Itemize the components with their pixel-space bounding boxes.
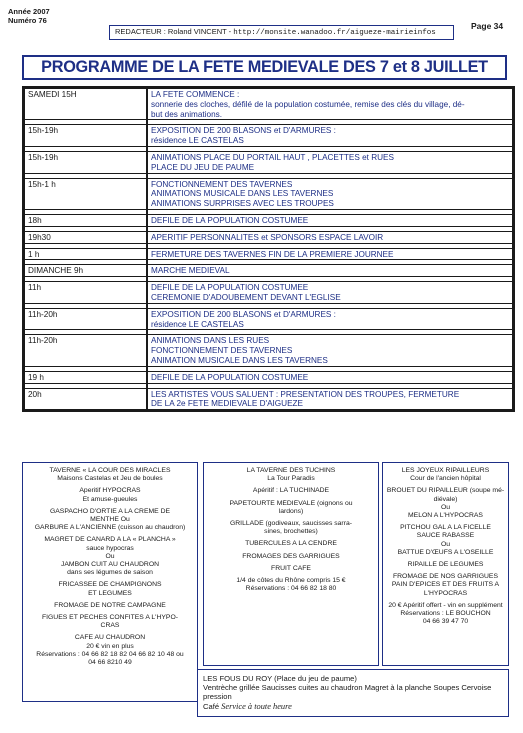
schedule-line: ANIMATION MUSICALE DANS LES TAVERNES xyxy=(151,355,328,365)
menu-line: La Tour Paradis xyxy=(267,475,315,483)
schedule-description xyxy=(147,124,513,147)
schedule-line: FONCTIONNEMENT DES TAVERNES xyxy=(151,179,293,189)
schedule-row xyxy=(24,371,513,384)
schedule-description xyxy=(147,371,513,384)
menu-line: sauce hypocras xyxy=(86,544,134,552)
schedule-line: ANIMATIONS SURPRISES AVEC LES TROUPES xyxy=(151,199,334,209)
schedule-time: DIMANCHE 9h xyxy=(24,264,147,277)
menu-line: SAUCE RABASSE xyxy=(416,532,475,540)
menu-line: GARBURE A L'ANCIENNE (cuisson au chaudron) xyxy=(34,524,186,532)
menu-line: 1/4 de côtes du Rhône compris 15 € xyxy=(236,577,346,585)
editor-credit xyxy=(109,25,454,40)
schedule-line: APERITIF PERSONNALITES et SPONSORS ESPACE LAVOIR xyxy=(151,232,384,242)
menu-line: Ou xyxy=(440,540,451,548)
tavern-title: TAVERNE « LA COUR DES MIRACLES xyxy=(49,467,171,474)
schedule-line: sonnerie des cloches, défilé de la population costumée, remise des clés du village, dé- xyxy=(151,99,465,109)
issue-number: Numéro 76 xyxy=(8,16,47,25)
schedule-time: 11h-20h xyxy=(24,308,147,331)
schedule-line: DEFILE DE LA POPULATION COSTUMEE xyxy=(151,372,309,382)
menu-line: dans ses légumes de saison xyxy=(67,569,153,577)
schedule-line: but des animations. xyxy=(151,109,223,119)
schedule-description xyxy=(147,281,513,304)
schedule-line: résidence LE CASTELAS xyxy=(151,136,244,146)
schedule-line: FERMETURE DES TAVERNES FIN DE LA PREMIERE JOURNEE xyxy=(151,249,394,259)
menu-line: Et amuse-gueules xyxy=(82,495,138,503)
schedule-line: résidence LE CASTELAS xyxy=(151,319,244,329)
menu-line: RIPAILLE DE LEGUMES xyxy=(407,561,484,569)
schedule-line: ANIMATIONS DANS LES RUES xyxy=(151,336,270,346)
schedule-description xyxy=(147,151,513,174)
website-link[interactable]: http://monsite.wanadoo.fr/aigueze-mairieinfos xyxy=(233,29,436,37)
page-title: PROGRAMME DE LA FETE MEDIEVALE DES 7 et 8 JUILLET xyxy=(22,55,507,80)
fous-menu: Ventrèche grillée Saucisses cuites au chaudron Magret à la planche Soupes Cervoise xyxy=(203,683,492,693)
schedule-description xyxy=(147,334,513,366)
tavern-title: LA TAVERNE DES TUCHINS xyxy=(246,467,336,474)
schedule-description xyxy=(147,231,513,244)
schedule-time: 19 h xyxy=(24,371,147,384)
page-number: Page 34 xyxy=(471,21,504,31)
schedule-description xyxy=(147,178,513,210)
schedule-description xyxy=(147,88,513,120)
menu-line: Ou xyxy=(105,552,115,560)
menu-line: JAMBON CUIT AU CHAUDRON xyxy=(60,561,160,569)
menu-line: BROUET DU RIPAILLEUR (soupe mé- xyxy=(386,487,505,495)
tavern-tuchins xyxy=(203,462,379,666)
schedule-time: 11h-20h xyxy=(24,334,147,366)
schedule-row xyxy=(24,178,513,210)
schedule-row xyxy=(24,308,513,331)
menu-line: FROMAGE DE NOS GARRIGUES xyxy=(393,573,498,581)
schedule-line: EXPOSITION DE 200 BLASONS et D'ARMURES : xyxy=(151,309,336,319)
menu-line: MAGRET DE CANARD A LA « PLANCHA » xyxy=(44,536,176,544)
menu-line: 20 € Apéritif offert - vin en supplément xyxy=(388,601,503,609)
fous-service: Service à toute heure xyxy=(221,701,292,711)
schedule-row xyxy=(24,124,513,147)
menu-line: Maisons Castelas et Jeu de boules xyxy=(57,475,163,483)
fous-service-line xyxy=(203,702,503,711)
menu-line: Réservations : 04 66 82 18 82 04 66 82 10 48 ou xyxy=(36,650,184,658)
schedule-line: LA FETE COMMENCE : xyxy=(151,90,240,99)
tavern-cour-des-miracles xyxy=(22,462,198,702)
menu-line: MENTHE Ou xyxy=(90,516,130,524)
menu-line: GASPACHO D'ORTIE A LA CREME DE xyxy=(49,507,171,515)
schedule-time: 19h30 xyxy=(24,231,147,244)
schedule-line: CEREMONIE D'ADOUBEMENT DEVANT L'EGLISE xyxy=(151,292,341,302)
menu-line: Cour de l'ancien hôpital xyxy=(410,475,481,483)
schedule-line: DEFILE DE LA POPULATION COSTUMEE xyxy=(151,283,309,293)
schedule-line: EXPOSITION DE 200 BLASONS et D'ARMURES : xyxy=(151,126,336,136)
menu-line: TUBERCULES A LA CENDRE xyxy=(245,540,337,548)
schedule-row xyxy=(24,248,513,261)
schedule-time: 15h-19h xyxy=(24,124,147,147)
schedule-time: 20h xyxy=(24,388,147,411)
menu-line: Aperitif HYPOCRAS xyxy=(79,487,141,495)
schedule-description xyxy=(147,264,513,277)
schedule-time: 1 h xyxy=(24,248,147,261)
fous-cafe: Café xyxy=(203,701,220,711)
schedule-line: ANIMATIONS PLACE DU PORTAIL HAUT , PLACETTES et RUES xyxy=(151,152,394,162)
menu-line: PITCHOU GAL A LA FICELLE xyxy=(400,524,491,532)
menu-line: 04 66 39 47 70 xyxy=(422,618,469,626)
tavern-joyeux-ripailleurs xyxy=(382,462,509,666)
menu-line: GRILLADE (godiveaux, saucisses sarra- xyxy=(229,520,352,528)
menu-line: lardons) xyxy=(278,507,304,515)
schedule-line: ANIMATIONS MUSICALE DANS LES TAVERNES xyxy=(151,189,334,199)
schedule-description xyxy=(147,308,513,331)
issue-info xyxy=(8,7,50,25)
fous-menu-2: pression xyxy=(203,692,232,702)
schedule-description xyxy=(147,388,513,411)
schedule-time: 11h xyxy=(24,281,147,304)
menu-line: 20 € vin en plus xyxy=(86,642,134,650)
schedule-line: FONCTIONNEMENT DES TAVERNES xyxy=(151,346,293,356)
schedule-row xyxy=(24,334,513,366)
schedule-row xyxy=(24,151,513,174)
menu-line: PAIN D'EPICES ET DES FRUITS A xyxy=(391,581,500,589)
menu-line: 04 66 8210 49 xyxy=(88,659,132,667)
schedule-row xyxy=(24,388,513,411)
menu-line: Réservations : 04 66 82 18 80 xyxy=(245,585,337,593)
schedule-row xyxy=(24,231,513,244)
schedule-line: PLACE DU JEU DE PAUME xyxy=(151,162,255,172)
menu-line: sines, brochettes) xyxy=(264,528,318,536)
schedule-row xyxy=(24,281,513,304)
schedule-time: 15h-19h xyxy=(24,151,147,174)
menu-line: L'HYPOCRAS xyxy=(423,589,468,597)
menu-line: PAPETOURTE MÉDIÉVALE (oignons ou xyxy=(229,499,353,507)
schedule-row xyxy=(24,214,513,227)
credit-separator: - xyxy=(228,27,232,36)
schedule-description xyxy=(147,214,513,227)
schedule-line: DEFILE DE LA POPULATION COSTUMEE xyxy=(151,215,309,225)
menu-line: diévale) xyxy=(433,495,458,503)
schedule-description xyxy=(147,248,513,261)
menu-line: FRICASSEE DE CHAMPIGNONS xyxy=(58,581,162,589)
schedule-row xyxy=(24,264,513,277)
schedule-line: MARCHE MEDIEVAL xyxy=(151,266,230,276)
schedule-line: LES ARTISTES VOUS SALUENT : PRESENTATION DES TROUPES, FERMETURE xyxy=(151,389,460,399)
editor-name: REDACTEUR : Roland VINCENT xyxy=(115,27,227,36)
tavern-title: LES JOYEUX RIPAILLEURS xyxy=(401,467,490,474)
fous-title: LES FOUS DU ROY (Place du jeu de paume) xyxy=(203,674,357,683)
menu-line: ET LEGUMES xyxy=(88,589,132,597)
menu-line: Ou xyxy=(440,503,451,511)
menu-line: FROMAGES DES GARRIGUES xyxy=(242,552,340,560)
schedule-time: SAMEDI 15H xyxy=(24,88,147,120)
schedule-line: DE LA 2e FETE MEDIEVALE D'AIGUEZE xyxy=(151,399,304,409)
schedule-row xyxy=(24,88,513,120)
schedule-time: 18h xyxy=(24,214,147,227)
schedule-table xyxy=(22,86,515,412)
menu-line: CRAS xyxy=(100,622,120,630)
schedule-time: 15h-1 h xyxy=(24,178,147,210)
menu-line: CAFE AU CHAUDRON xyxy=(74,634,146,642)
menu-line: Réservations : LE BOUCHON xyxy=(400,610,491,618)
tavern-fous-du-roy xyxy=(197,669,509,717)
menu-line: FRUIT CAFE xyxy=(271,564,311,572)
menu-line: BATTUE D'ŒUFS A L'OSEILLE xyxy=(397,548,494,556)
menu-line: FIGUES ET PECHES CONFITES A L'HYPO- xyxy=(41,614,178,622)
issue-year: Année 2007 xyxy=(8,7,50,16)
menu-line: MELON A L'HYPOCRAS xyxy=(408,512,483,520)
menu-line: Apéritif : LA TUCHINADE xyxy=(252,487,330,495)
menu-line: FROMAGE DE NOTRE CAMPAGNE xyxy=(54,601,166,609)
